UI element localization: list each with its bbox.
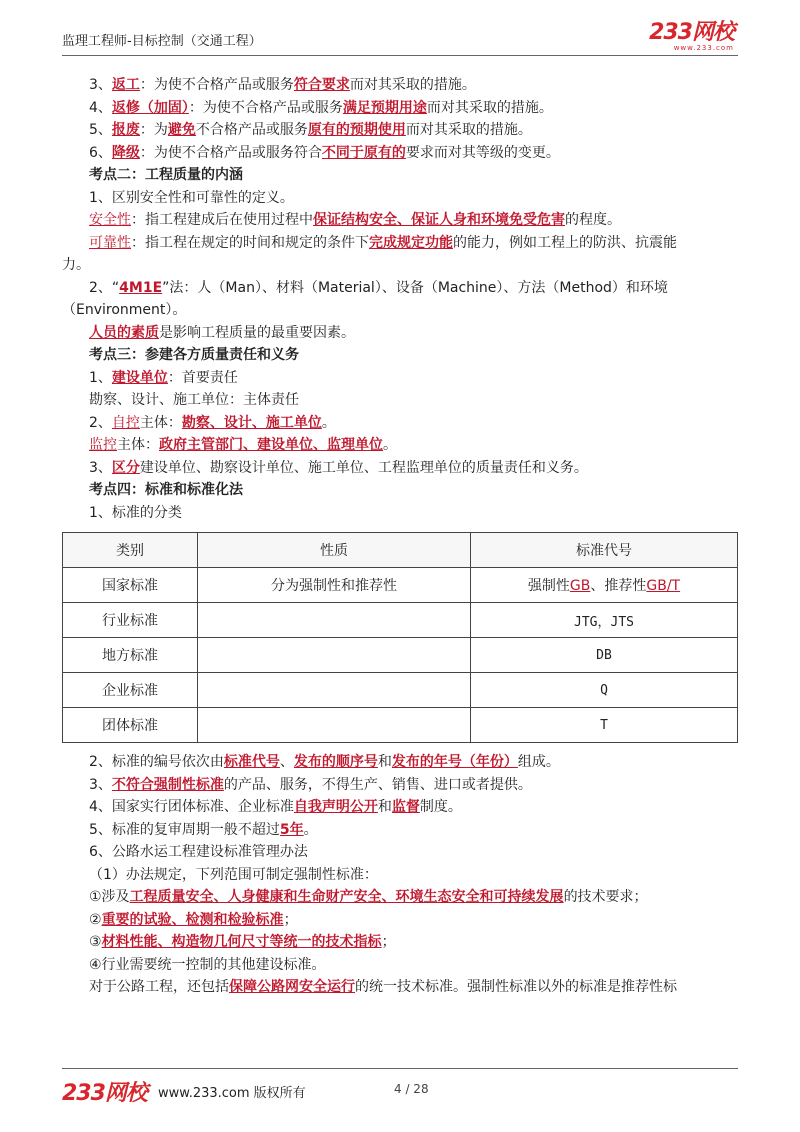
- paragraph: 对于公路工程，还包括保障公路网安全运行的统一技术标准。强制性标准以外的标准是推荐性标: [89, 979, 677, 995]
- table-header-cell: 标准代号: [471, 533, 738, 568]
- paragraph: 2、标准的编号依次由标准代号、发布的顺序号和发布的年号（年份）组成。: [89, 754, 560, 770]
- document-body: [62, 74, 738, 999]
- paragraph: （1）办法规定，下列范围可制定强制性标准：: [89, 866, 378, 883]
- table-row: 国家标准 分为强制性和推荐性 强制性GB、推荐性GB/T: [63, 568, 738, 603]
- page-number: 4 / 28: [394, 1082, 429, 1096]
- document-title: 监理工程师-目标控制（交通工程）: [62, 34, 262, 49]
- table-header-cell: 类别: [63, 533, 198, 568]
- table-row: 地方标准 DB: [63, 638, 738, 673]
- standards-table: [62, 532, 738, 743]
- table-row: 团体标准 T: [63, 708, 738, 743]
- paragraph-continued: （Environment）。: [62, 302, 187, 318]
- section-heading-4: 考点四：标准和标准化法: [89, 482, 243, 498]
- paragraph: 勘察、设计、施工单位：主体责任: [89, 392, 299, 408]
- paragraph: 4、国家实行团体标准、企业标准自我声明公开和监督制度。: [89, 799, 462, 815]
- paragraph-continued: 力。: [62, 257, 90, 273]
- section-heading-2: 考点二：工程质量的内涵: [89, 167, 243, 183]
- item-rework: 3、返工：为使不合格产品或服务符合要求而对其采取的措施。: [89, 77, 476, 93]
- definition-reliability: 可靠性：指工程在规定的时间和规定的条件下完成规定功能的能力，例如工程上的防洪、抗震能: [89, 234, 677, 251]
- list-item: ①涉及工程质量安全、人身健康和生命财产安全、环境生态安全和可持续发展的技术要求；: [89, 889, 648, 905]
- paragraph: 3、不符合强制性标准的产品、服务，不得生产、销售、进口或者提供。: [89, 776, 532, 793]
- table-header-cell: 性质: [198, 533, 471, 568]
- paragraph: 6、公路水运工程建设标准管理办法: [89, 844, 308, 860]
- definition-safety: 安全性：指工程建成后在使用过程中保证结构安全、保证人身和环境免受危害的程度。: [89, 212, 621, 228]
- paragraph: 人员的素质是影响工程质量的最重要因素。: [89, 324, 355, 341]
- paragraph: 1、建设单位：首要责任: [89, 369, 238, 386]
- method-4m1e: 2、“4M1E”法：人（Man）、材料（Material）、设备（Machine）、方法（Method）和环境: [89, 279, 668, 296]
- paragraph: 2、自控主体：勘察、设计、施工单位。: [89, 414, 336, 431]
- paragraph: 5、标准的复审周期一般不超过5年。: [89, 821, 318, 838]
- list-item: ③材料性能、构造物几何尺寸等统一的技术指标；: [89, 934, 396, 950]
- table-row: 行业标准 JTG，JTS: [63, 603, 738, 638]
- copyright-text: www.233.com 版权所有: [158, 1086, 306, 1101]
- item-downgrade: 6、降级：为使不合格产品或服务符合不同于原有的要求而对其等级的变更。: [89, 144, 560, 161]
- section-heading-3: 考点三：参建各方质量责任和义务: [89, 347, 299, 363]
- brand-logo: 233网校 www.233.com: [649, 20, 734, 52]
- paragraph: 3、区分建设单位、勘察设计单位、施工单位、工程监理单位的质量责任和义务。: [89, 459, 588, 476]
- list-item: ④行业需要统一控制的其他建设标准。: [89, 956, 326, 973]
- item-scrap: 5、报废：为避免不合格产品或服务原有的预期使用而对其采取的措施。: [89, 122, 532, 138]
- paragraph: 监控主体：政府主管部门、建设单位、监理单位。: [89, 437, 397, 453]
- table-header-row: [63, 533, 738, 568]
- page-header: [62, 22, 738, 56]
- footer-divider: [62, 1068, 738, 1069]
- paragraph: 1、标准的分类: [89, 504, 182, 521]
- table-row: 企业标准 Q: [63, 673, 738, 708]
- header-divider: [62, 55, 738, 56]
- list-item: ②重要的试验、检测和检验标准；: [89, 911, 298, 928]
- footer-logo: 233网校: [62, 1081, 147, 1106]
- item-repair: 4、返修（加固）：为使不合格产品或服务满足预期用途而对其采取的措施。: [89, 99, 553, 116]
- paragraph: 1、区别安全性和可靠性的定义。: [89, 189, 294, 206]
- page-footer: [62, 1068, 738, 1106]
